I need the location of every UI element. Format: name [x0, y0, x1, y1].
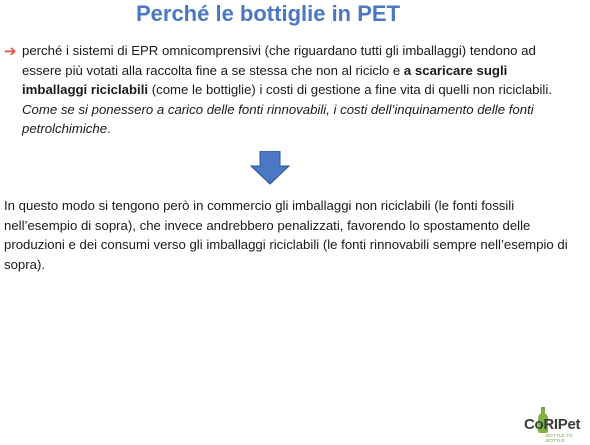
bullet-text-end: .	[107, 121, 111, 137]
logo-tagline: BOTTLE TO BOTTLE	[546, 433, 573, 443]
bullet-item	[4, 41, 574, 139]
slide-title: Perché le bottiglie in PET	[135, 1, 401, 26]
coripet-logo	[524, 407, 586, 441]
bullet-text	[22, 41, 574, 139]
bullet-text-italic: Come se si ponessero a carico delle fonti rinnovabili, i costi dell’inquinamento delle fonti petrolchimiche	[22, 101, 534, 137]
down-arrow-icon	[250, 151, 290, 185]
bullet-text-part1: perché i sistemi di EPR omnicomprensivi (che riguardano tutti gli imballaggi) tendono ad essere più votati alla raccolta fine a se stessa che non al riciclo e	[22, 43, 536, 78]
bullet-text-bold: a scaricare sugli imballaggi riciclabili	[22, 62, 508, 98]
logo-wordmark: CoRIPet	[524, 416, 581, 433]
bullet-text-part2: (come le bottiglie) i costi di gestione a fine vita di quelli non riciclabili.	[148, 82, 552, 98]
body-paragraph: In questo modo si tengono però in commercio gli imballaggi non riciclabili (le fonti fossili nell’esempio di sopra), che invece andrebbero penalizzati, favorendo lo spostamento delle produzioni e dei consumi verso gli imballaggi riciclabili (le fonti rinnovabili sempre nell’esempio di sopra).	[4, 198, 568, 272]
right-arrow-icon: ➔	[4, 43, 17, 60]
